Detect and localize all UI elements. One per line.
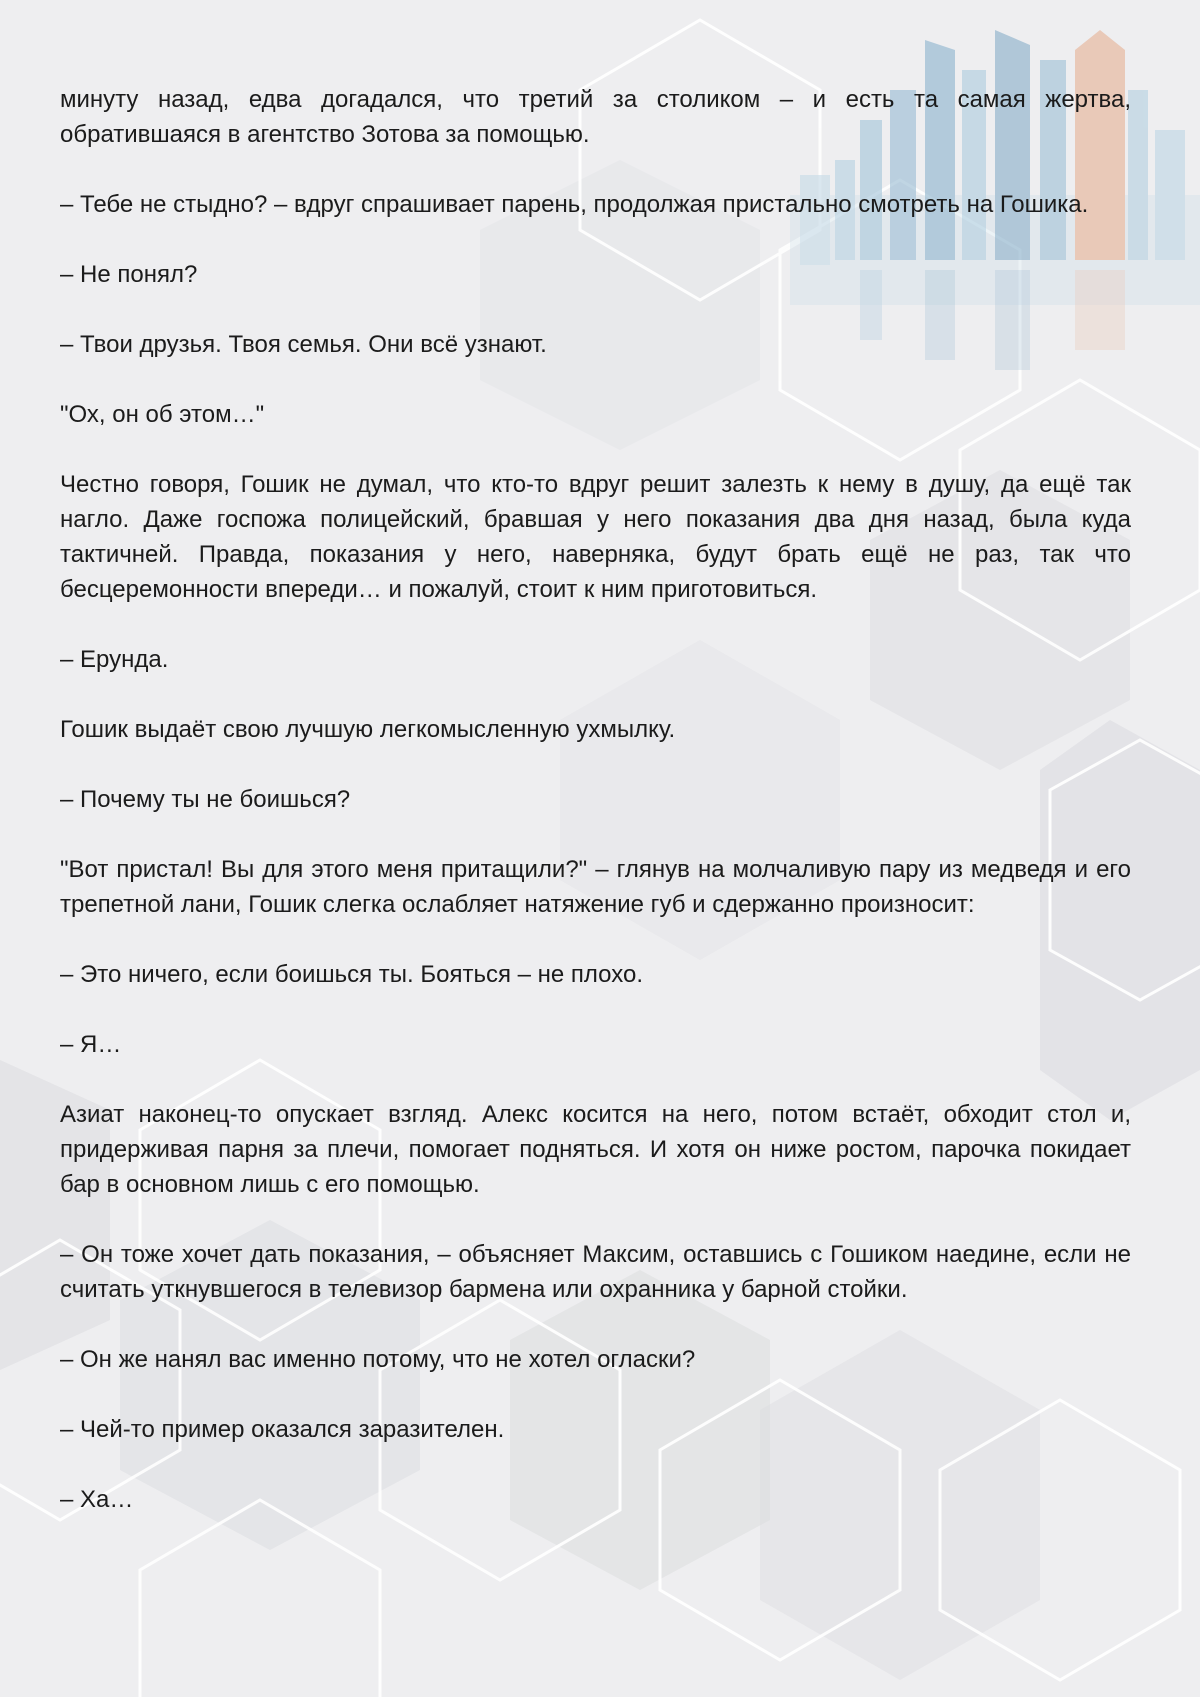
paragraph: – Почему ты не боишься? [60,786,351,813]
paragraph: минуту назад, едва догадался, что третий за столиком – и есть та самая жертва, обратившаяся в агентство Зотова за помощью. [60,86,1131,148]
paragraph: – Твои друзья. Твоя семья. Они всё узнают. [60,331,547,358]
paragraph: "Ох, он об этом…" [60,401,265,428]
paragraph: – Чей-то пример оказался заразителен. [60,1416,505,1443]
paragraph: Честно говоря, Гошик не думал, что кто-то вдруг решит залезть к нему в душу, да ещё так нагло. Даже госпожа полицейский, бравшая у него показания два дня назад, была куда тактичней. Правда, показания у него, наверняка, будут брать ещё не раз, так что бесцеремонности впереди… и пожалуй, стоит к ним приготовиться. [60,471,1131,603]
paragraph: – Не понял? [60,261,198,288]
paragraph: – Ха… [60,1486,134,1513]
paragraph: – Ерунда. [60,646,169,673]
page-text [60,82,1131,1552]
paragraph: – Он тоже хочет дать показания, – объясняет Максим, оставшись с Гошиком наедине, если не считать уткнувшегося в телевизор бармена или охранника у барной стойки. [60,1241,1131,1303]
paragraph: Гошик выдаёт свою лучшую легкомысленную ухмылку. [60,716,676,743]
paragraph: – Это ничего, если боишься ты. Бояться – не плохо. [60,961,643,988]
paragraph: – Он же нанял вас именно потому, что не хотел огласки? [60,1346,696,1373]
paragraph: "Вот пристал! Вы для этого меня притащили?" – глянув на молчаливую пару из медведя и его трепетной лани, Гошик слегка ослабляет натяжение губ и сдержанно произносит: [60,856,1131,918]
paragraph: – Я… [60,1031,122,1058]
paragraph: Азиат наконец-то опускает взгляд. Алекс косится на него, потом встаёт, обходит стол и, придерживая парня за плечи, помогает подняться. И хотя он ниже ростом, парочка покидает бар в основном лишь с его помощью. [60,1101,1131,1198]
paragraph: – Тебе не стыдно? – вдруг спрашивает парень, продолжая пристально смотреть на Гошика. [60,191,1089,218]
